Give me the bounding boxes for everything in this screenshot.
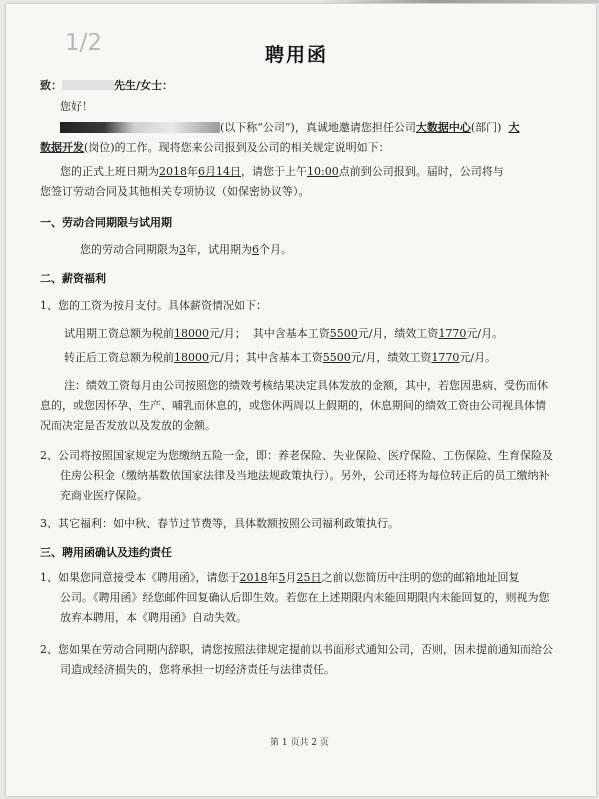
insurance-line-2: 住房公积金（缴纳基数依国家法律及当地法规政策执行）。另外，公司还将为每位转正后的员工缴纳补 (60, 469, 550, 482)
document-title: 聘用函 (265, 44, 329, 66)
page-indicator: 1/2 (65, 30, 103, 56)
intro-line-2: 数据开发(岗位)的工作。现将您来公司报到及公司的相关规定说明如下： (40, 141, 390, 154)
start-year: 2018 (159, 165, 187, 178)
note-line-1: 注：绩效工资每月由公司按照您的绩效考核结果决定具体发放的金额，其中，若您因患病、受伤而休 (64, 379, 548, 392)
regular-base: 5500 (322, 351, 351, 364)
page-footer: 第 1 页共 2 页 (270, 738, 329, 748)
contract-years: 3 (179, 243, 186, 256)
reply-day: 25日 (296, 571, 322, 584)
section-2-heading: 二、薪资福利 (40, 272, 106, 285)
department-value: 大数据中心 (415, 121, 471, 134)
confirm-line-3: 放弃本聘用，本《聘用函》自动失效。 (60, 611, 247, 624)
start-line-1: 您的正式上班日期为2018年6月14日，请您于上午10:00点前到公司报到。届时，公司将与 (60, 165, 504, 178)
salutation-prefix: 致： (40, 79, 62, 92)
salutation-suffix: 先生/女士： (114, 79, 174, 92)
start-line-2: 您签订劳动合同及其他相关专项协议（如保密协议等）。 (40, 185, 310, 198)
resign-line-1: 2、您如果在劳动合同期内辞职，请您按照法律规定提前以书面形式通知公司，否则，因未提前通知而给公 (40, 643, 553, 656)
note-line-2: 息的，或您因怀孕、生产、哺乳而休息的，或您休两周以上假期的，休息期间的绩效工资由公司视具体情 (40, 399, 546, 412)
start-date: 6月14日 (198, 165, 241, 178)
regular-perf: 1770 (431, 351, 460, 364)
note-line-3: 况而决定是否发放以及发放的金额。 (40, 419, 216, 432)
section-3-heading: 三、聘用函确认及违约责任 (40, 546, 172, 559)
trial-perf: 1770 (438, 327, 467, 340)
section-1-heading: 一、劳动合同期限与试用期 (40, 216, 172, 229)
trial-salary-line: 试用期工资总额为税前18000元/月； 其中含基本工资5500元/月，绩效工资1770元/月。 (64, 327, 504, 340)
greeting: 您好！ (60, 100, 93, 113)
recipient-name-redacted (62, 80, 114, 90)
reply-month: 5 (278, 571, 286, 584)
intro-line-1: (以下称“公司”)，真诚地邀请您担任公司大数据中心(部门) 大 (60, 118, 519, 138)
contract-term-line: 您的劳动合同期限为3年，试用期为6个月。 (80, 243, 292, 256)
top-edge-shadow (320, 0, 599, 3)
regular-salary-line: 转正后工资总额为税前18000元/月；其中含基本工资5500元/月，绩效工资1770元/月。 (64, 351, 497, 364)
other-benefits-line: 3、其它福利：如中秋、春节过节费等，具体数额按照公司福利政策执行。 (40, 517, 399, 530)
trial-base: 5500 (329, 327, 358, 340)
insurance-line-1: 2、公司将按照国家规定为您缴纳五险一金，即：养老保险、失业保险、医疗保险、工伤保险、生育保险及 (40, 449, 553, 462)
probation-months: 6 (252, 243, 259, 256)
trial-total: 18000 (174, 327, 209, 340)
regular-total: 18000 (174, 351, 209, 364)
position-value-part2: 数据开发 (40, 141, 84, 154)
reply-year: 2018 (239, 571, 268, 584)
salutation (40, 76, 173, 96)
position-value-part1: 大 (508, 121, 520, 134)
confirm-line-2: 公司。《聘用函》经您邮件回复确认后即生效。若您在上述期限内未能回期限内未能回复的，则视为您 (60, 591, 550, 604)
salary-item-1: 1、您的工资为按月支付。具体薪资情况如下： (40, 299, 267, 312)
confirm-line-1: 1、如果您同意接受本《聘用函》，请您于2018年5月25日之前以您简历中注明的您的邮箱地址回复 (40, 571, 520, 584)
company-name-redacted (60, 122, 220, 133)
insurance-line-3: 充商业医疗保险。 (60, 489, 148, 502)
resign-line-2: 司造成经济损失的，您将承担一切经济责任与法律责任。 (60, 663, 335, 676)
start-time: 10:00 (307, 165, 339, 178)
